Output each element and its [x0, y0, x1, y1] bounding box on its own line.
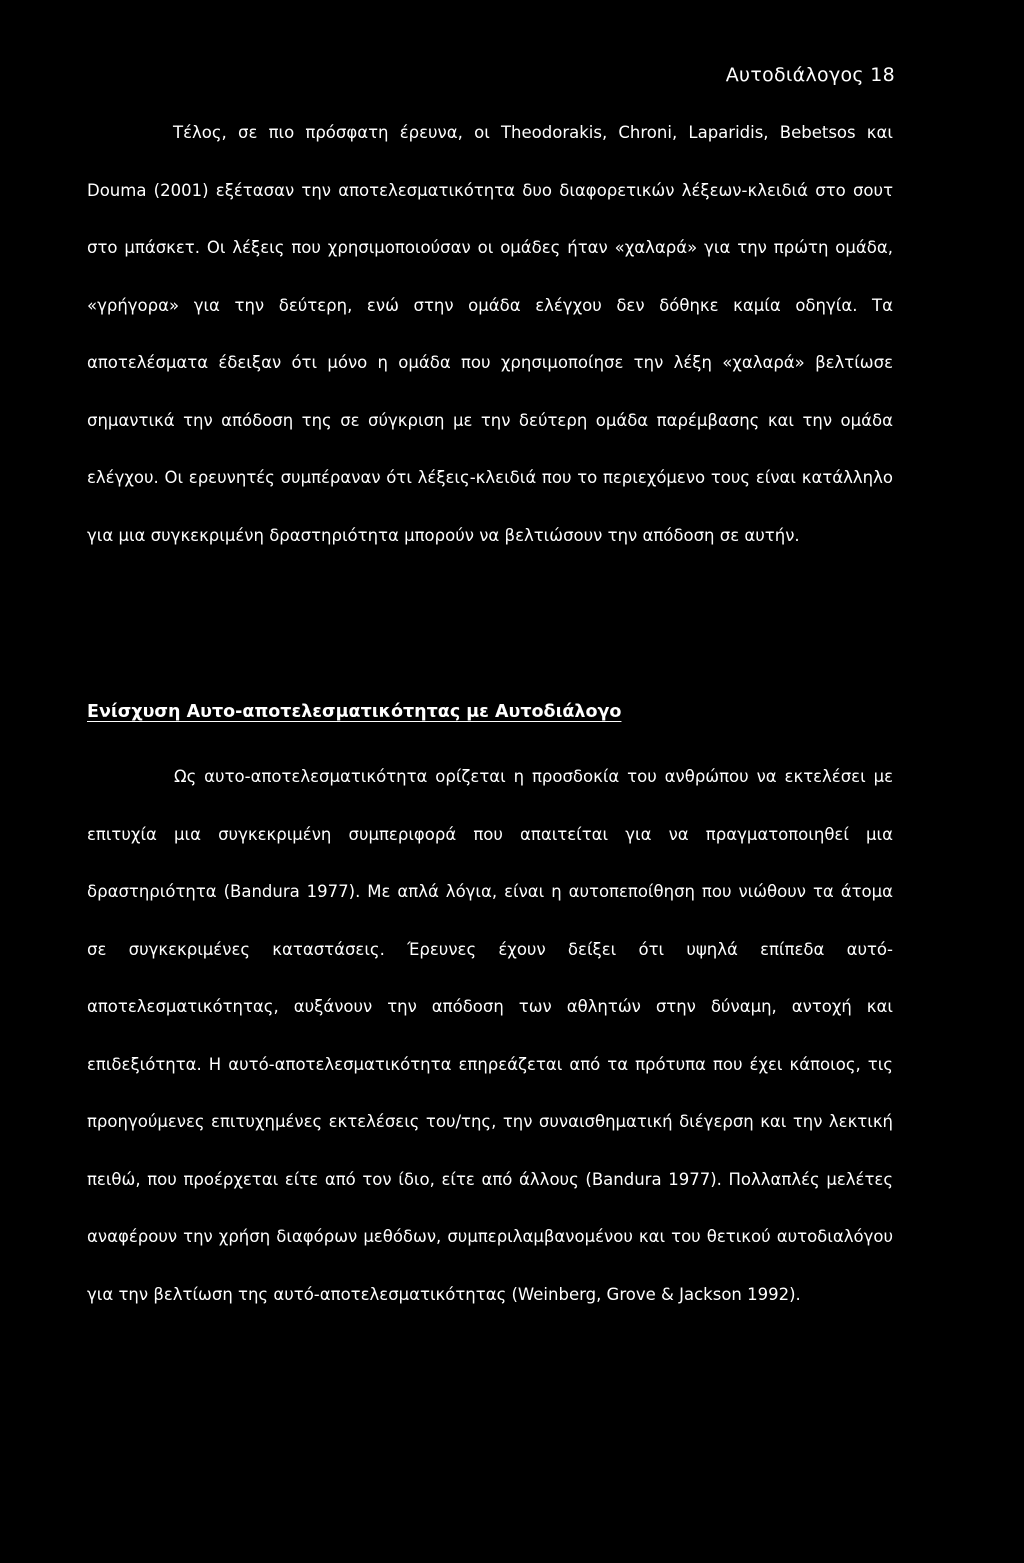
- section-heading: Ενίσχυση Αυτο-αποτελεσματικότητας με Αυτοδιάλογο: [87, 702, 622, 722]
- body-paragraph-1: Τέλος, σε πιο πρόσφατη έρευνα, οι Theodorakis, Chroni, Laparidis, Bebetsos και Douma (2001) εξέτασαν την αποτελεσματικότητα δυο διαφορετικών λέξεων-κλειδιά στο σουτ στο μπάσκετ. Οι λέξεις που χρησιμοποιούσαν οι ομάδες ήταν «χαλαρά» για την πρώτη ομάδα, «γρήγορα» για την δεύτερη, ενώ στην ομάδα ελέγχου δεν δόθηκε καμία οδηγία. Τα αποτελέσματα έδειξαν ότι μόνο η ομάδα που χρησιμοποίησε την λέξη «χαλαρά» βελτίωσε σημαντικά την απόδοση της σε σύγκριση με την δεύτερη ομάδα παρέμβασης και την ομάδα ελέγχου. Οι ερευνητές συμπέραναν ότι λέξεις-κλειδιά που το περιεχόμενο τους είναι κατάλληλο για μια συγκεκριμένη δραστηριότητα μπορούν να βελτιώσουν την απόδοση σε αυτήν.: [87, 123, 893, 545]
- running-header: Αυτοδιάλογος 18: [725, 64, 895, 86]
- body-paragraph-2: Ως αυτο-αποτελεσματικότητα ορίζεται η προσδοκία του ανθρώπου να εκτελέσει με επιτυχία μια συγκεκριμένη συμπεριφορά που απαιτείται για να πραγματοποιηθεί μια δραστηριότητα (Bandura 1977). Με απλά λόγια, είναι η αυτοπεποίθηση που νιώθουν τα άτομα σε συγκεκριμένες καταστάσεις. Έρευνες έχουν δείξει ότι υψηλά επίπεδα αυτό-αποτελεσματικότητας, αυξάνουν την απόδοση των αθλητών στην δύναμη, αντοχή και επιδεξιότητα. Η αυτό-αποτελεσματικότητα επηρεάζεται από τα πρότυπα που έχει κάποιος, τις προηγούμενες επιτυχημένες εκτελέσεις του/της, την συναισθηματική διέγερση και την λεκτική πειθώ, που προέρχεται είτε από τον ίδιο, είτε από άλλους (Bandura 1977). Πολλαπλές μελέτες αναφέρουν την χρήση διαφόρων μεθόδων, συμπεριλαμβανομένου και του θετικού αυτοδιαλόγου για την βελτίωση της αυτό-αποτελεσματικότητας (Weinberg, Grove & Jackson 1992).: [87, 767, 893, 1304]
